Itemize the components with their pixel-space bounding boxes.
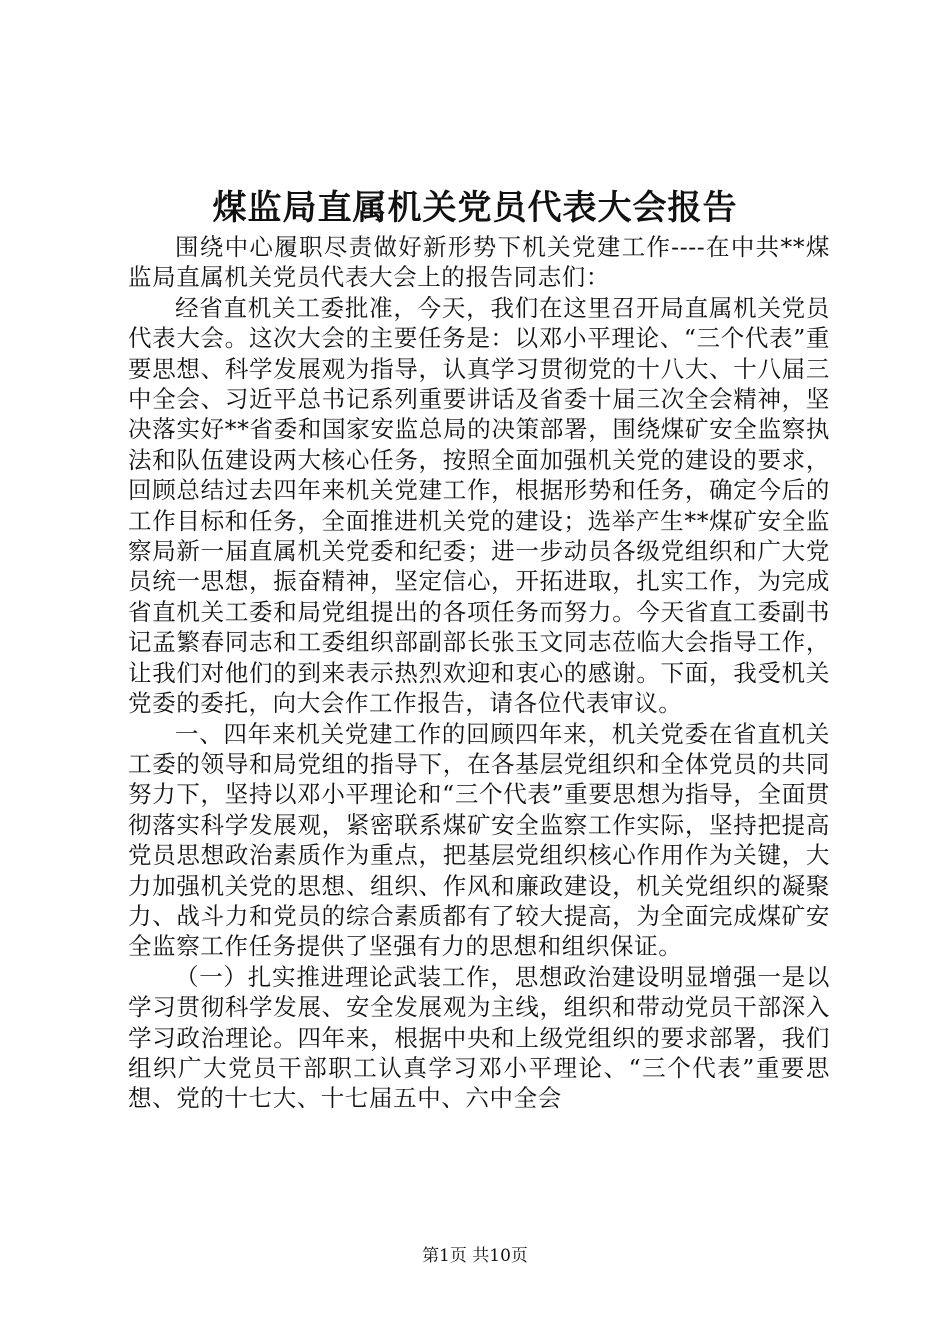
document-title: 煤监局直属机关党员代表大会报告 xyxy=(212,188,738,228)
paragraph-section-one: （一）扎实推进理论武装工作，思想政治建设明显增强一是以学习贯彻科学发展、安全发展观为主线，组织和带动党员干部深入学习政治理论。四年来，根据中央和上级党组织的要求部署，我们组织广大党员干部职工认真学习邓小平理论、“三个代表”重要思想、党的十七大、十七届五中、六中全会 xyxy=(128,962,830,1113)
page-number-footer: 第1页 共10页 xyxy=(422,1246,528,1266)
paragraph-subtitle: 围绕中心履职尽责做好新形势下机关党建工作----在中共**煤监局直属机关党员代表大会上的报告同志们： xyxy=(128,233,830,292)
paragraph-opening: 经省直机关工委批准，今天，我们在这里召开局直属机关党员代表大会。这次大会的主要任务是：以邓小平理论、“三个代表”重要思想、科学发展观为指导，认真学习贯彻党的十八大、十八届三中全会、习近平总书记系列重要讲话及省委十届三次全会精神，坚决落实好**省委和国家安监总局的决策部署，围绕煤矿安全监察执法和队伍建设两大核心任务，按照全面加强机关党的建设的要求，回顾总结过去四年来机关党建工作，根据形势和任务，确定今后的工作目标和任务，全面推进机关党的建设；选举产生**煤矿安全监察局新一届直属机关党委和纪委；进一步动员各级党组织和广大党员统一思想，振奋精神，坚定信心，开拓进取，扎实工作，为完成省直机关工委和局党组提出的各项任务而努力。今天省直工委副书记孟繁春同志和工委组织部副部长张玉文同志莅临大会指导工作，让我们对他们的到来表示热烈欢迎和衷心的感谢。下面，我受机关党委的委托，向大会作工作报告，请各位代表审议。 xyxy=(128,293,830,718)
paragraph-review: 一、四年来机关党建工作的回顾四年来，机关党委在省直机关工委的领导和局党组的指导下，在各基层党组织和全体党员的共同努力下，坚持以邓小平理论和“三个代表”重要思想为指导，全面贯彻落实科学发展观，紧密联系煤矿安全监察工作实际，坚持把提高党员思想政治素质作为重点，把基层党组织核心作用作为关键，大力加强机关党的思想、组织、作风和廉政建设，机关党组织的凝聚力、战斗力和党员的综合素质都有了较大提高，为全面完成煤矿安全监察工作任务提供了坚强有力的思想和组织保证。 xyxy=(128,719,830,961)
document-body xyxy=(128,232,830,1114)
